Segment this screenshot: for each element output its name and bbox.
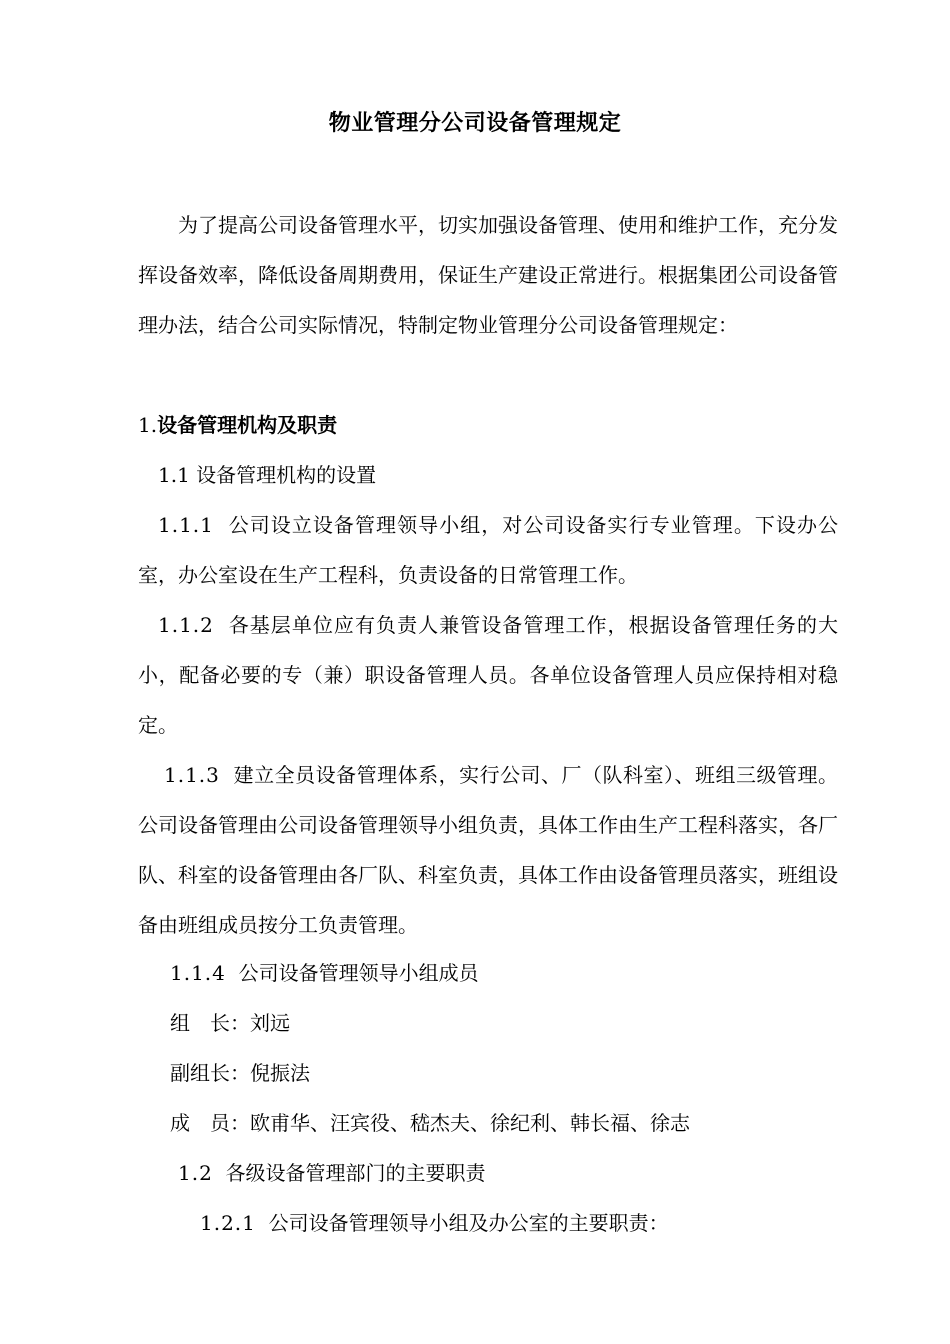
deputy-leader-line: 副组长：倪振法 [170, 1061, 310, 1085]
section-1-1-1-number: 1.1.1 [158, 513, 214, 537]
intro-paragraph: 为了提高公司设备管理水平，切实加强设备管理、使用和维护工作，充分发挥设备效率，降低设备周期费用，保证生产建设正常进行。根据集团公司设备管理办法，结合公司实际情况，特制定物业管理分公司设备管理规定： [138, 213, 838, 337]
section-1-number: 1. [138, 413, 158, 437]
section-1-1-heading: 1.1 设备管理机构的设置 [158, 463, 377, 487]
section-1-2-number: 1.2 [178, 1161, 213, 1185]
section-1-1-3-paragraph [138, 750, 838, 950]
section-1-1-4-number: 1.1.4 [170, 961, 226, 985]
members-line: 成 员：欧甫华、汪宾役、嵇杰夫、徐纪利、韩长福、徐志 [170, 1111, 690, 1135]
section-1-1-3-number: 1.1.3 [164, 763, 220, 787]
section-1-1-2-text: 各基层单位应有负责人兼管设备管理工作，根据设备管理任务的大小，配备必要的专（兼）职设备管理人员。各单位设备管理人员应保持相对稳定。 [138, 613, 839, 737]
section-1-1-1-paragraph [138, 500, 838, 600]
section-1-1-3-text: 建立全员设备管理体系，实行公司、厂（队科室）、班组三级管理。公司设备管理由公司设备管理领导小组负责，具体工作由生产工程科落实，各厂队、科室的设备管理由各厂队、科室负责，具体工作由设备管理员落实，班组设备由班组成员按分工负责管理。 [138, 763, 839, 937]
section-1-1-2-paragraph [138, 600, 838, 750]
section-1-1-2-number: 1.1.2 [158, 613, 214, 637]
leader-line: 组 长：刘远 [170, 1011, 290, 1035]
section-1-2-heading [178, 1148, 486, 1198]
section-1-1-4-text: 公司设备管理领导小组成员 [238, 961, 479, 985]
section-1-1-1-text: 公司设立设备管理领导小组，对公司设备实行专业管理。下设办公室，办公室设在生产工程科，负责设备的日常管理工作。 [138, 513, 839, 587]
section-1-2-1-number: 1.2.1 [200, 1211, 256, 1235]
document-title: 物业管理分公司设备管理规定 [328, 110, 622, 136]
section-1-2-1-text: 公司设备管理领导小组及办公室的主要职责： [268, 1211, 669, 1235]
section-1-2-text: 各级设备管理部门的主要职责 [225, 1161, 486, 1185]
section-1-2-1-heading [200, 1198, 669, 1248]
section-1-title: 设备管理机构及职责 [157, 413, 338, 437]
section-1-1-4-heading [170, 948, 479, 998]
section-1-heading [138, 400, 337, 450]
